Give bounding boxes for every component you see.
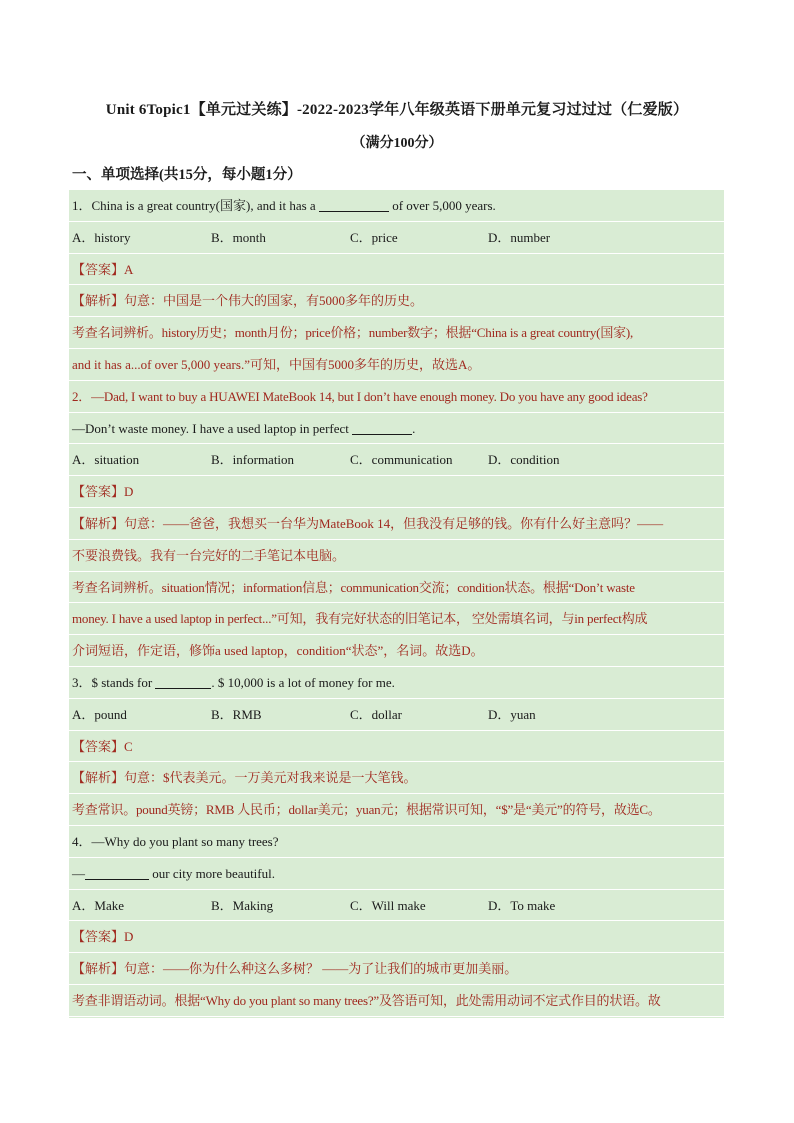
option-a[interactable]: A．situation [72,452,140,468]
question-area [69,190,724,1018]
question-stem: 1．China is a great country(国家), and it has a of over 5,000 years. [69,190,724,222]
option-a[interactable]: A．history [72,229,131,245]
explanation-line: 不要浪费钱。我有一台完好的二手笔记本电脑。 [69,540,724,572]
answer-line: 【答案】D [69,476,724,508]
option-d[interactable]: D．condition [488,452,560,468]
options-row [69,444,724,476]
answer-blank [85,865,149,880]
question-stem: 4．—Why do you plant so many trees? [69,826,724,858]
explanation-line: 【解析】句意：$代表美元。一万美元对我来说是一大笔钱。 [69,762,724,794]
question-stem: — our city more beautiful. [69,858,724,890]
document-title: Unit 6Topic1【单元过关练】-2022-2023学年八年级英语下册单元复习过过过（仁爱版） [105,102,689,118]
option-b[interactable]: B．month [211,229,266,245]
option-d[interactable]: D．yuan [488,706,536,722]
answer-blank [319,197,389,212]
option-b[interactable]: B．information [211,452,295,468]
option-d[interactable]: D．To make [488,897,556,913]
option-a[interactable]: A．Make [72,897,124,913]
options-row [69,222,724,254]
options-row [69,890,724,922]
question-stem: 2．—Dad, I want to buy a HUAWEI MateBook 14, but I don’t have enough money. Do you have any good ideas? [69,381,724,413]
options-row [69,699,724,731]
explanation-line: 【解析】句意：中国是一个伟大的国家，有5000多年的历史。 [69,285,724,317]
explanation-line: 【解析】句意：——你为什么种这么多树？ ——为了让我们的城市更加美丽。 [69,953,724,985]
option-a[interactable]: A．pound [72,706,127,722]
answer-blank [352,420,412,435]
explanation-line: 考查非谓语动词。根据“Why do you plant so many trees?”及答语可知，此处需用动词不定式作目的状语。故 [69,985,724,1017]
answer-line: 【答案】C [69,731,724,763]
option-d[interactable]: D．number [488,229,551,245]
explanation-line: and it has a...of over 5,000 years.”可知，中国有5000多年的历史，故选A。 [69,349,724,381]
option-c[interactable]: C．Will make [350,897,426,913]
explanation-line: money. I have a used laptop in perfect...”可知，我有完好状态的旧笔记本， 空处需填名词，与in perfect构成 [69,603,724,635]
question-stem: 3．$ stands for . $ 10,000 is a lot of money for me. [69,667,724,699]
explanation-line: 【解析】句意：——爸爸，我想买一台华为MateBook 14，但我没有足够的钱。你有什么好主意吗？—— [69,508,724,540]
option-c[interactable]: C．price [350,229,398,245]
explanation-line: 考查名词辨析。history历史；month月份；price价格；number数字；根据“China is a great country(国家), [69,317,724,349]
option-b[interactable]: B．Making [211,897,274,913]
question-stem: —Don’t waste money. I have a used laptop in perfect . [69,413,724,445]
explanation-line: 介词短语，作定语，修饰a used laptop，condition“状态”，名词。故选D。 [69,635,724,667]
answer-line: 【答案】A [69,254,724,286]
explanation-line: 考查常识。pound英镑；RMB 人民币；dollar美元；yuan元；根据常识可知，“$”是“美元”的符号，故选C。 [69,794,724,826]
answer-line: 【答案】D [69,921,724,953]
answer-blank [155,674,211,689]
option-c[interactable]: C．dollar [350,706,402,722]
score-note: （满分100分） [351,136,443,151]
option-b[interactable]: B．RMB [211,706,262,722]
option-c[interactable]: C．communication [350,452,453,468]
section-heading: 一、单项选择(共15分，每小题1分） [72,167,302,183]
explanation-line: 考查名词辨析。situation情况；information信息；communication交流；condition状态。根据“Don’t waste [69,572,724,604]
